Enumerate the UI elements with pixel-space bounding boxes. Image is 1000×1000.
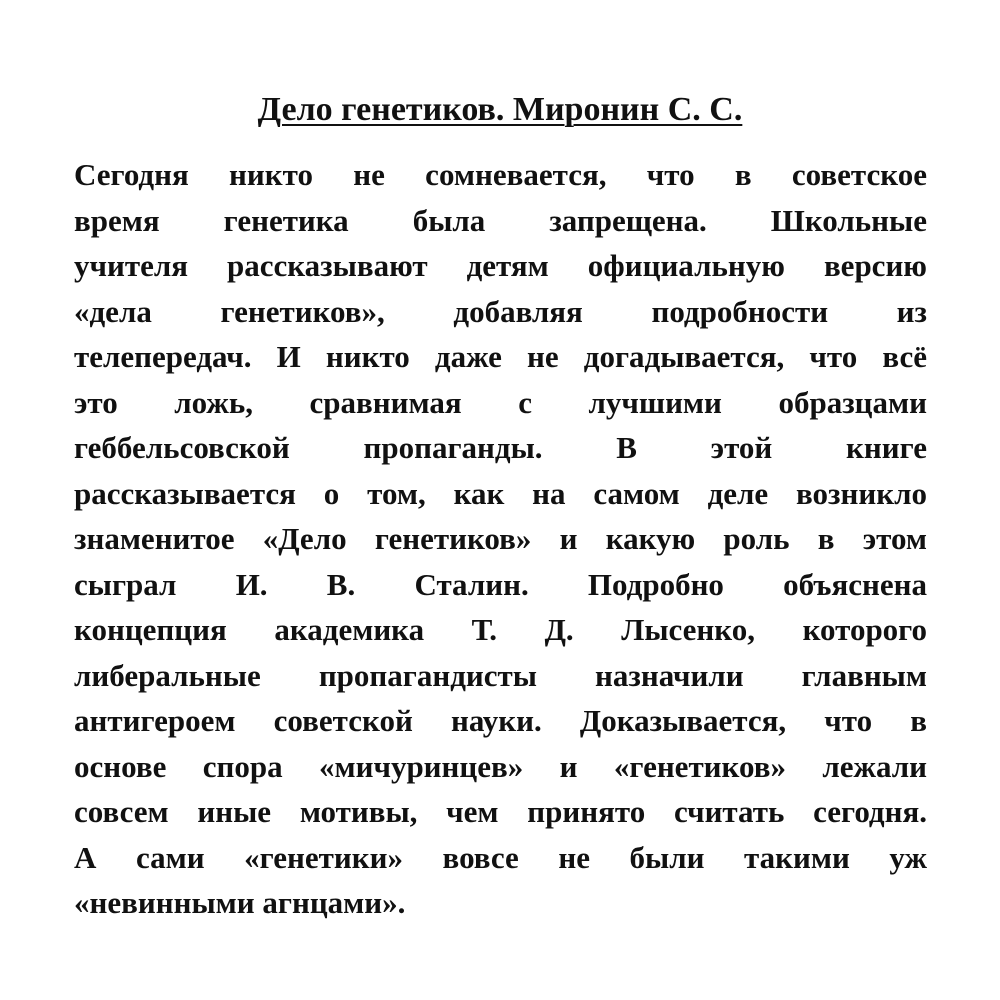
body-line: «невинными агнцами». <box>74 885 406 920</box>
body-line: учителя рассказывают детям официальную версию <box>74 248 927 283</box>
body-line: А сами «генетики» вовсе не были такими уж <box>74 839 927 875</box>
body-line: Сегодня никто не сомневается, что в советское <box>74 157 927 192</box>
body-line: «дела генетиков», добавляя подробности из <box>74 293 927 329</box>
body-line: геббельсовской пропаганды. В этой книге <box>74 430 927 465</box>
body-line: это ложь, сравнимая с лучшими образцами <box>74 384 927 420</box>
body-line: телепередач. И никто даже не догадывается, что всё <box>74 339 927 374</box>
document-body <box>74 152 927 926</box>
body-line: совсем иные мотивы, чем принято считать сегодня. <box>74 794 927 829</box>
body-line: основе спора «мичуринцев» и «генетиков» лежали <box>74 748 927 784</box>
body-line: рассказывается о том, как на самом деле возникло <box>74 475 927 511</box>
body-line: время генетика была запрещена. Школьные <box>74 202 927 238</box>
document-title: Дело генетиков. Миронин С. С. <box>257 91 743 128</box>
body-line: сыграл И. В. Сталин. Подробно объяснена <box>74 566 927 602</box>
body-line: концепция академика Т. Д. Лысенко, которого <box>74 612 927 647</box>
body-line: либеральные пропагандисты назначили главным <box>74 657 927 693</box>
body-line: знаменитое «Дело генетиков» и какую роль в этом <box>74 521 927 556</box>
body-line: антигероем советской науки. Доказывается, что в <box>74 703 927 738</box>
